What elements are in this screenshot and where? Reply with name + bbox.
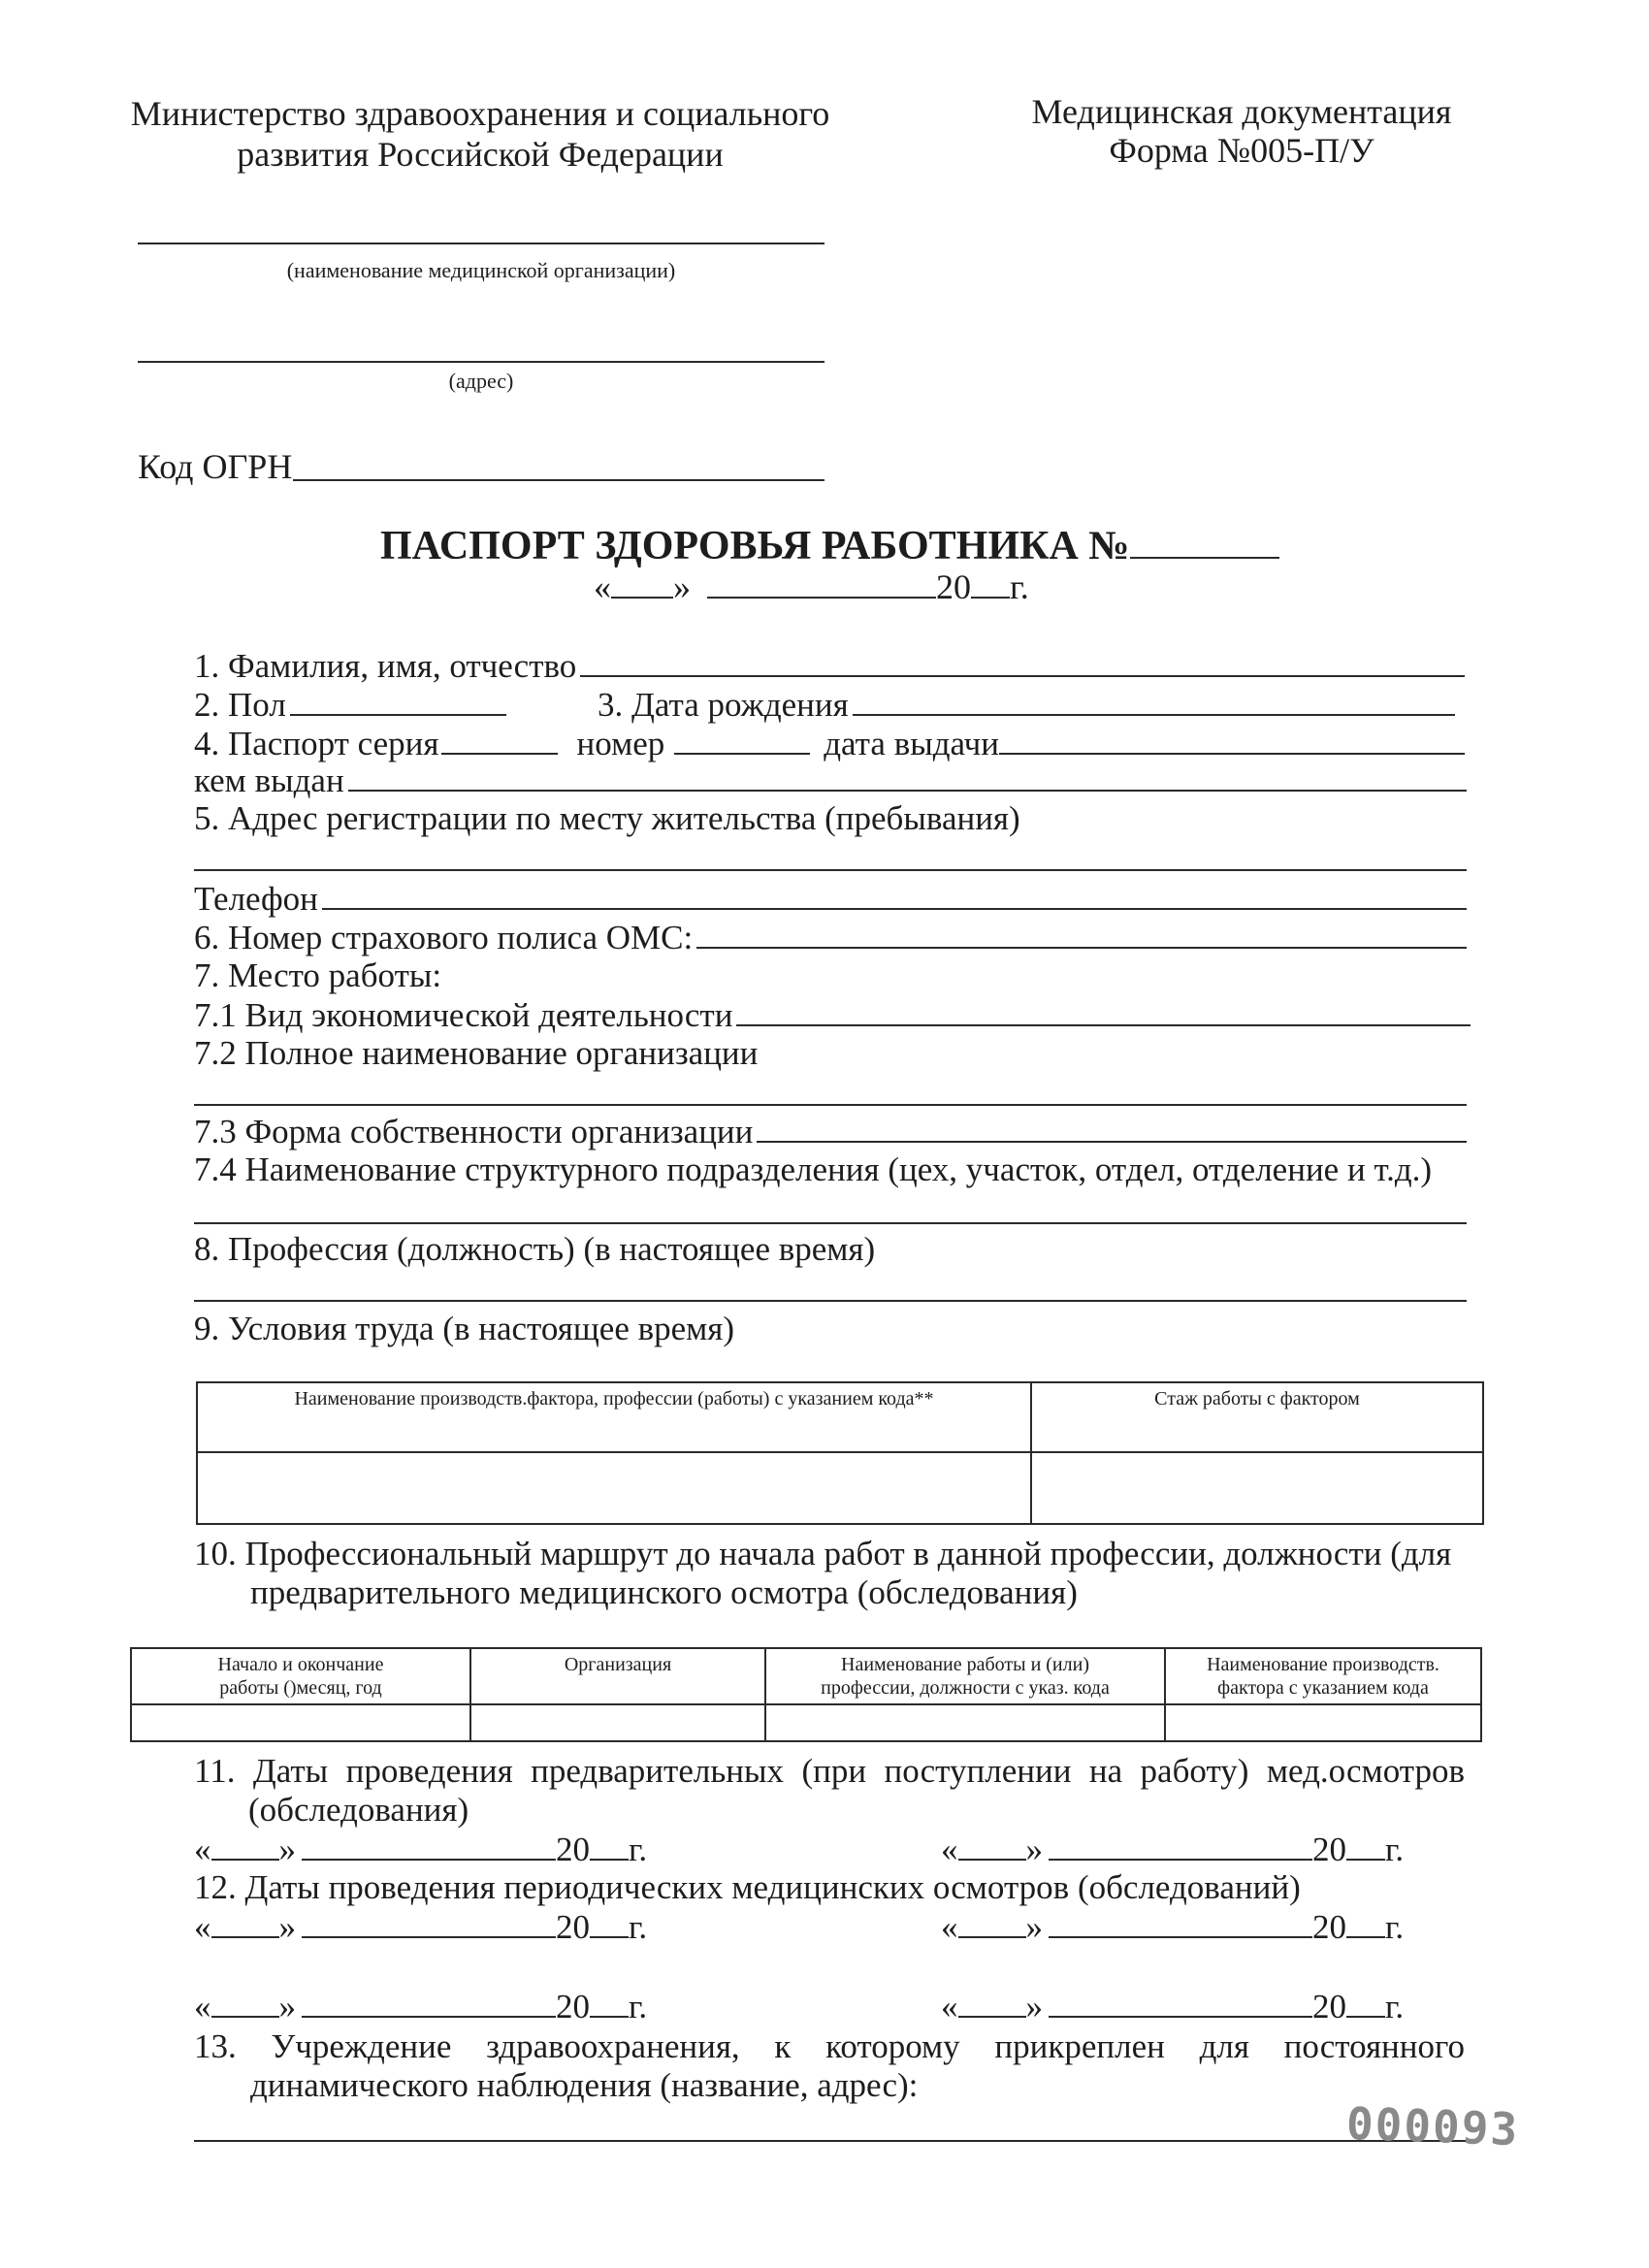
- serial-stamp: 000093: [1345, 2096, 1521, 2156]
- workplace-label: 7. Место работы:: [194, 956, 442, 994]
- prelim-date-1-year[interactable]: [590, 1830, 629, 1861]
- field-birth-date: [598, 685, 1455, 725]
- passport-series-label: 4. Паспорт серия: [194, 725, 439, 762]
- address-line[interactable]: [138, 361, 824, 363]
- field-sex: [194, 685, 506, 725]
- economic-activity-label: 7.1 Вид экономической деятельности: [194, 996, 733, 1034]
- clinic-input[interactable]: [194, 2140, 1471, 2142]
- periodic-date-1-year[interactable]: [590, 1907, 629, 1938]
- passport-number-field[interactable]: [1130, 522, 1279, 559]
- periodic-date-1-day[interactable]: [211, 1907, 279, 1938]
- field-full-name: [194, 646, 1465, 686]
- periodic-date-1: « » 20 г.: [194, 1908, 648, 1946]
- periodic-date-3: « » 20 г.: [194, 1988, 648, 2025]
- registration-address-input[interactable]: [194, 869, 1467, 871]
- phone-input[interactable]: [322, 879, 1467, 910]
- work-conditions-table: [196, 1381, 1484, 1525]
- org-name-line[interactable]: [138, 243, 824, 244]
- profession-label: 8. Профессия (должность) (в настоящее время): [194, 1230, 876, 1268]
- insurance-label: 6. Номер страхового полиса ОМС:: [194, 919, 694, 956]
- birth-date-input[interactable]: [853, 685, 1455, 716]
- org-name-caption: (наименование медицинской организации): [286, 258, 676, 282]
- title-date-month[interactable]: [707, 567, 936, 599]
- prelim-date-1-day[interactable]: [211, 1830, 279, 1861]
- insurance-input[interactable]: [696, 918, 1467, 949]
- field-phone: [194, 879, 1467, 919]
- periodic-date-2-month[interactable]: [1049, 1907, 1312, 1938]
- table9-header-experience: Стаж работы с фактором: [1031, 1382, 1483, 1452]
- table9-cell-experience[interactable]: [1031, 1452, 1483, 1524]
- section10-line1: 10. Профессиональный маршрут до начала работ в данной профессии, должности (для: [194, 1535, 1452, 1572]
- field-passport: [194, 724, 1465, 763]
- department-label: 7.4 Наименование структурного подразделения (цех, участок, отдел, отделение и т.д.): [194, 1150, 1433, 1188]
- field-insurance: [194, 918, 1467, 957]
- prelim-date-2-month[interactable]: [1049, 1830, 1312, 1861]
- title-date: « » 20 г.: [594, 567, 1029, 606]
- passport-date-input[interactable]: [999, 724, 1465, 755]
- ogrn-label: Код ОГРН: [138, 447, 293, 486]
- periodic-date-3-month[interactable]: [302, 1987, 556, 2018]
- prelim-date-1: « » 20 г.: [194, 1831, 648, 1868]
- ogrn-field[interactable]: [293, 479, 824, 481]
- table9-cell-factor[interactable]: [197, 1452, 1031, 1524]
- periodic-date-2-day[interactable]: [958, 1907, 1026, 1938]
- periodic-date-4-day[interactable]: [958, 1987, 1026, 2018]
- table10-cell-factor[interactable]: [1165, 1704, 1481, 1741]
- full-name-input[interactable]: [580, 646, 1465, 677]
- full-name-label: 1. Фамилия, имя, отчество: [194, 647, 577, 685]
- ownership-input[interactable]: [757, 1112, 1467, 1143]
- work-conditions-label: 9. Условия труда (в настоящее время): [194, 1310, 735, 1347]
- table10-header-period: Начало и окончание работы ()месяц, год: [131, 1648, 470, 1704]
- periodic-date-2-year[interactable]: [1346, 1907, 1385, 1938]
- passport-issued-input[interactable]: [348, 761, 1467, 792]
- profession-input[interactable]: [194, 1300, 1467, 1302]
- field-passport-issued: [194, 761, 1467, 800]
- address-caption: (адрес): [448, 369, 514, 393]
- table10-cell-organization[interactable]: [470, 1704, 765, 1741]
- periodic-date-4: « » 20 г.: [941, 1988, 1405, 2025]
- org-full-name-input[interactable]: [194, 1104, 1467, 1106]
- section13-line2: динамического наблюдения (название, адрес):: [250, 2066, 919, 2104]
- sex-label: 2. Пол: [194, 686, 286, 724]
- periodic-date-1-month[interactable]: [302, 1907, 556, 1938]
- periodic-date-3-day[interactable]: [211, 1987, 279, 2018]
- passport-number-input[interactable]: [674, 724, 810, 755]
- page-title: ПАСПОРТ ЗДОРОВЬЯ РАБОТНИКА №: [380, 522, 1279, 569]
- passport-series-input[interactable]: [441, 724, 558, 755]
- periodic-date-3-year[interactable]: [590, 1987, 629, 2018]
- section13-line1: 13. Учреждение здравоохранения, к которому прикреплен для постоянного: [194, 2027, 1465, 2065]
- table9-header-factor: Наименование производств.фактора, профессии (работы) с указанием кода**: [197, 1382, 1031, 1452]
- table10-header-organization: Организация: [470, 1648, 765, 1704]
- passport-number-label: номер: [576, 725, 665, 762]
- prelim-date-1-month[interactable]: [302, 1830, 556, 1861]
- section11-line1: 11. Даты проведения предварительных (при поступлении на работу) мед.осмотров: [194, 1752, 1465, 1790]
- field-ownership: [194, 1112, 1467, 1151]
- table10-cell-period[interactable]: [131, 1704, 470, 1741]
- field-economic-activity: [194, 995, 1471, 1035]
- phone-label: Телефон: [194, 880, 318, 918]
- periodic-date-4-month[interactable]: [1049, 1987, 1312, 2018]
- section10-line2: предварительного медицинского осмотра (обследования): [250, 1573, 1078, 1611]
- section12-line1: 12. Даты проведения периодических медицинских осмотров (обследований): [194, 1868, 1301, 1906]
- periodic-date-4-year[interactable]: [1346, 1987, 1385, 2018]
- passport-issued-label: кем выдан: [194, 761, 344, 799]
- table10-cell-profession[interactable]: [765, 1704, 1165, 1741]
- registration-address-label: 5. Адрес регистрации по месту жительства (пребывания): [194, 799, 1020, 837]
- economic-activity-input[interactable]: [736, 995, 1471, 1026]
- ministry-line-2: развития Российской Федерации: [237, 135, 724, 174]
- org-full-name-label: 7.2 Полное наименование организации: [194, 1034, 759, 1072]
- table10-header-factor: Наименование производств. фактора с указанием кода: [1165, 1648, 1481, 1704]
- sex-input[interactable]: [290, 685, 506, 716]
- periodic-date-2: « » 20 г.: [941, 1908, 1405, 1946]
- prelim-date-2-day[interactable]: [958, 1830, 1026, 1861]
- doc-type-line: Медицинская документация: [1031, 92, 1452, 131]
- ownership-label: 7.3 Форма собственности организации: [194, 1113, 754, 1150]
- table10-header-profession: Наименование работы и (или) профессии, должности с указ. кода: [765, 1648, 1165, 1704]
- title-date-year[interactable]: [971, 567, 1010, 599]
- birth-date-label: 3. Дата рождения: [598, 686, 849, 724]
- form-number: Форма №005-П/У: [1109, 131, 1374, 170]
- career-route-table: [130, 1647, 1482, 1742]
- title-date-day[interactable]: [611, 567, 673, 599]
- department-input[interactable]: [194, 1222, 1467, 1224]
- ministry-line-1: Министерство здравоохранения и социального: [130, 94, 830, 133]
- prelim-date-2: « » 20 г.: [941, 1831, 1405, 1868]
- prelim-date-2-year[interactable]: [1346, 1830, 1385, 1861]
- section11-line2: (обследования): [248, 1791, 469, 1829]
- passport-date-label: дата выдачи: [824, 725, 1000, 762]
